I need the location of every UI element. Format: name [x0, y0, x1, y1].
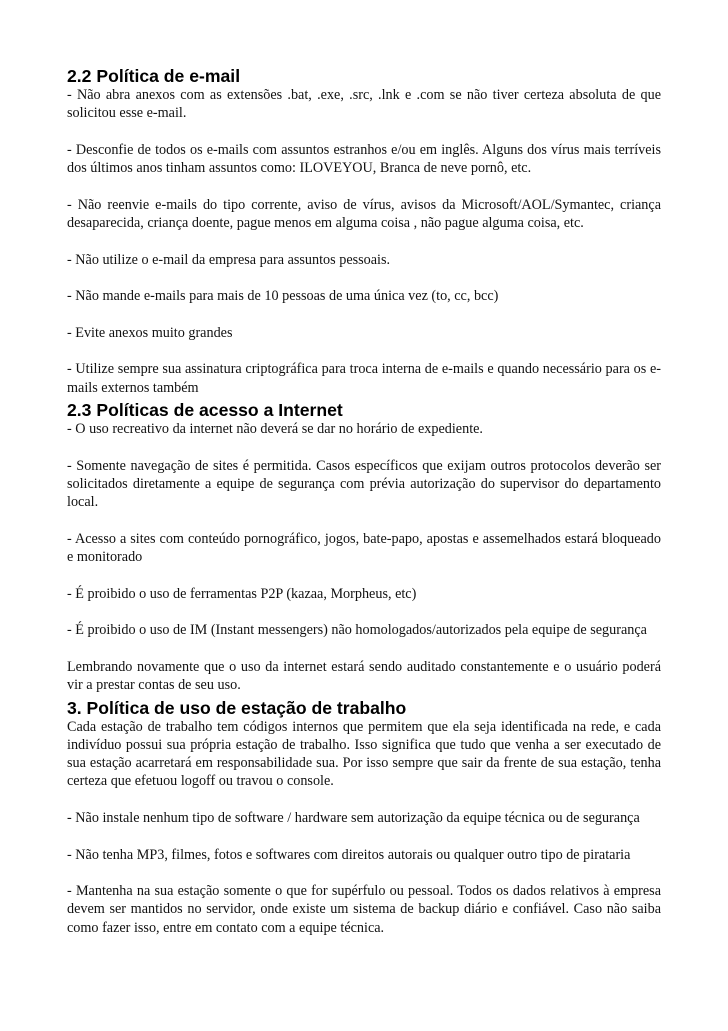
paragraph: - Não utilize o e-mail da empresa para assuntos pessoais. — [67, 251, 391, 268]
section-workstation-policy — [67, 698, 661, 938]
section-heading: 3. Política de uso de estação de trabalho — [67, 697, 407, 718]
section-email-policy — [67, 66, 661, 397]
paragraph: - Não mande e-mails para mais de 10 pessoas de uma única vez (to, cc, bcc) — [67, 288, 499, 305]
paragraph: - Não reenvie e-mails do tipo corrente, aviso de vírus, avisos da Microsoft/AOL/Symantec, criança desaparecida, criança doente, pague menos em alguma coisa , não pague alguma coisa, etc. — [67, 196, 661, 232]
paragraph: - Não tenha MP3, filmes, fotos e softwares com direitos autorais ou qualquer outro tipo de pirataria — [67, 846, 631, 863]
paragraph: - É proibido o uso de ferramentas P2P (kazaa, Morpheus, etc) — [67, 585, 417, 602]
paragraph: - Não instale nenhum tipo de software / hardware sem autorização da equipe técnica ou de segurança — [67, 809, 640, 826]
document-body — [67, 66, 661, 940]
paragraph: - Somente navegação de sites é permitida. Casos específicos que exijam outros protocolos deverão ser solicitados diretamente a equipe de segurança com prévia autorização do supervisor do departamento local. — [67, 457, 661, 511]
section-heading: 2.2 Política de e-mail — [67, 66, 241, 86]
paragraph: Lembrando novamente que o uso da internet estará sendo auditado constantemente e o usuário poderá vir a prestar contas de seu uso. — [67, 658, 661, 694]
paragraph: - Desconfie de todos os e-mails com assuntos estranhos e/ou em inglês. Alguns dos vírus mais terríveis dos últimos anos tinham assuntos como: ILOVEYOU, Branca de neve pornô, etc. — [67, 141, 661, 177]
paragraph: - Acesso a sites com conteúdo pornográfico, jogos, bate-papo, apostas e assemelhados estará bloqueado e monitorado — [67, 530, 661, 566]
paragraph: - É proibido o uso de IM (Instant messengers) não homologados/autorizados pela equipe de segurança — [67, 622, 647, 639]
paragraph: Cada estação de trabalho tem códigos internos que permitem que ela seja identificada na rede, e cada indivíduo possui sua própria estação de trabalho. Isso significa que tudo que venha a ser executado de sua estação acarretará em responsabilidade sua. Por isso sempre que sair da frente de sua estação, tenha certeza que efetuou logoff ou travou o console. — [67, 718, 661, 790]
section-heading: 2.3 Políticas de acesso a Internet — [67, 400, 343, 421]
paragraph: - Mantenha na sua estação somente o que for supérfulo ou pessoal. Todos os dados relativos à empresa devem ser mantidos no servidor, onde existe um sistema de backup diário e confiável. Caso não saiba como fazer isso, entre em contato com a equipe técnica. — [67, 883, 661, 936]
paragraph: - O uso recreativo da internet não deverá se dar no horário de expediente. — [67, 421, 483, 438]
section-internet-policy — [67, 400, 661, 694]
paragraph: - Evite anexos muito grandes — [67, 324, 233, 341]
paragraph: - Utilize sempre sua assinatura criptográfica para troca interna de e-mails e quando necessário para os e-mails externos também — [67, 361, 661, 396]
paragraph: - Não abra anexos com as extensões .bat, .exe, .src, .lnk e .com se não tiver certeza absoluta de que solicitou esse e-mail. — [67, 87, 661, 122]
